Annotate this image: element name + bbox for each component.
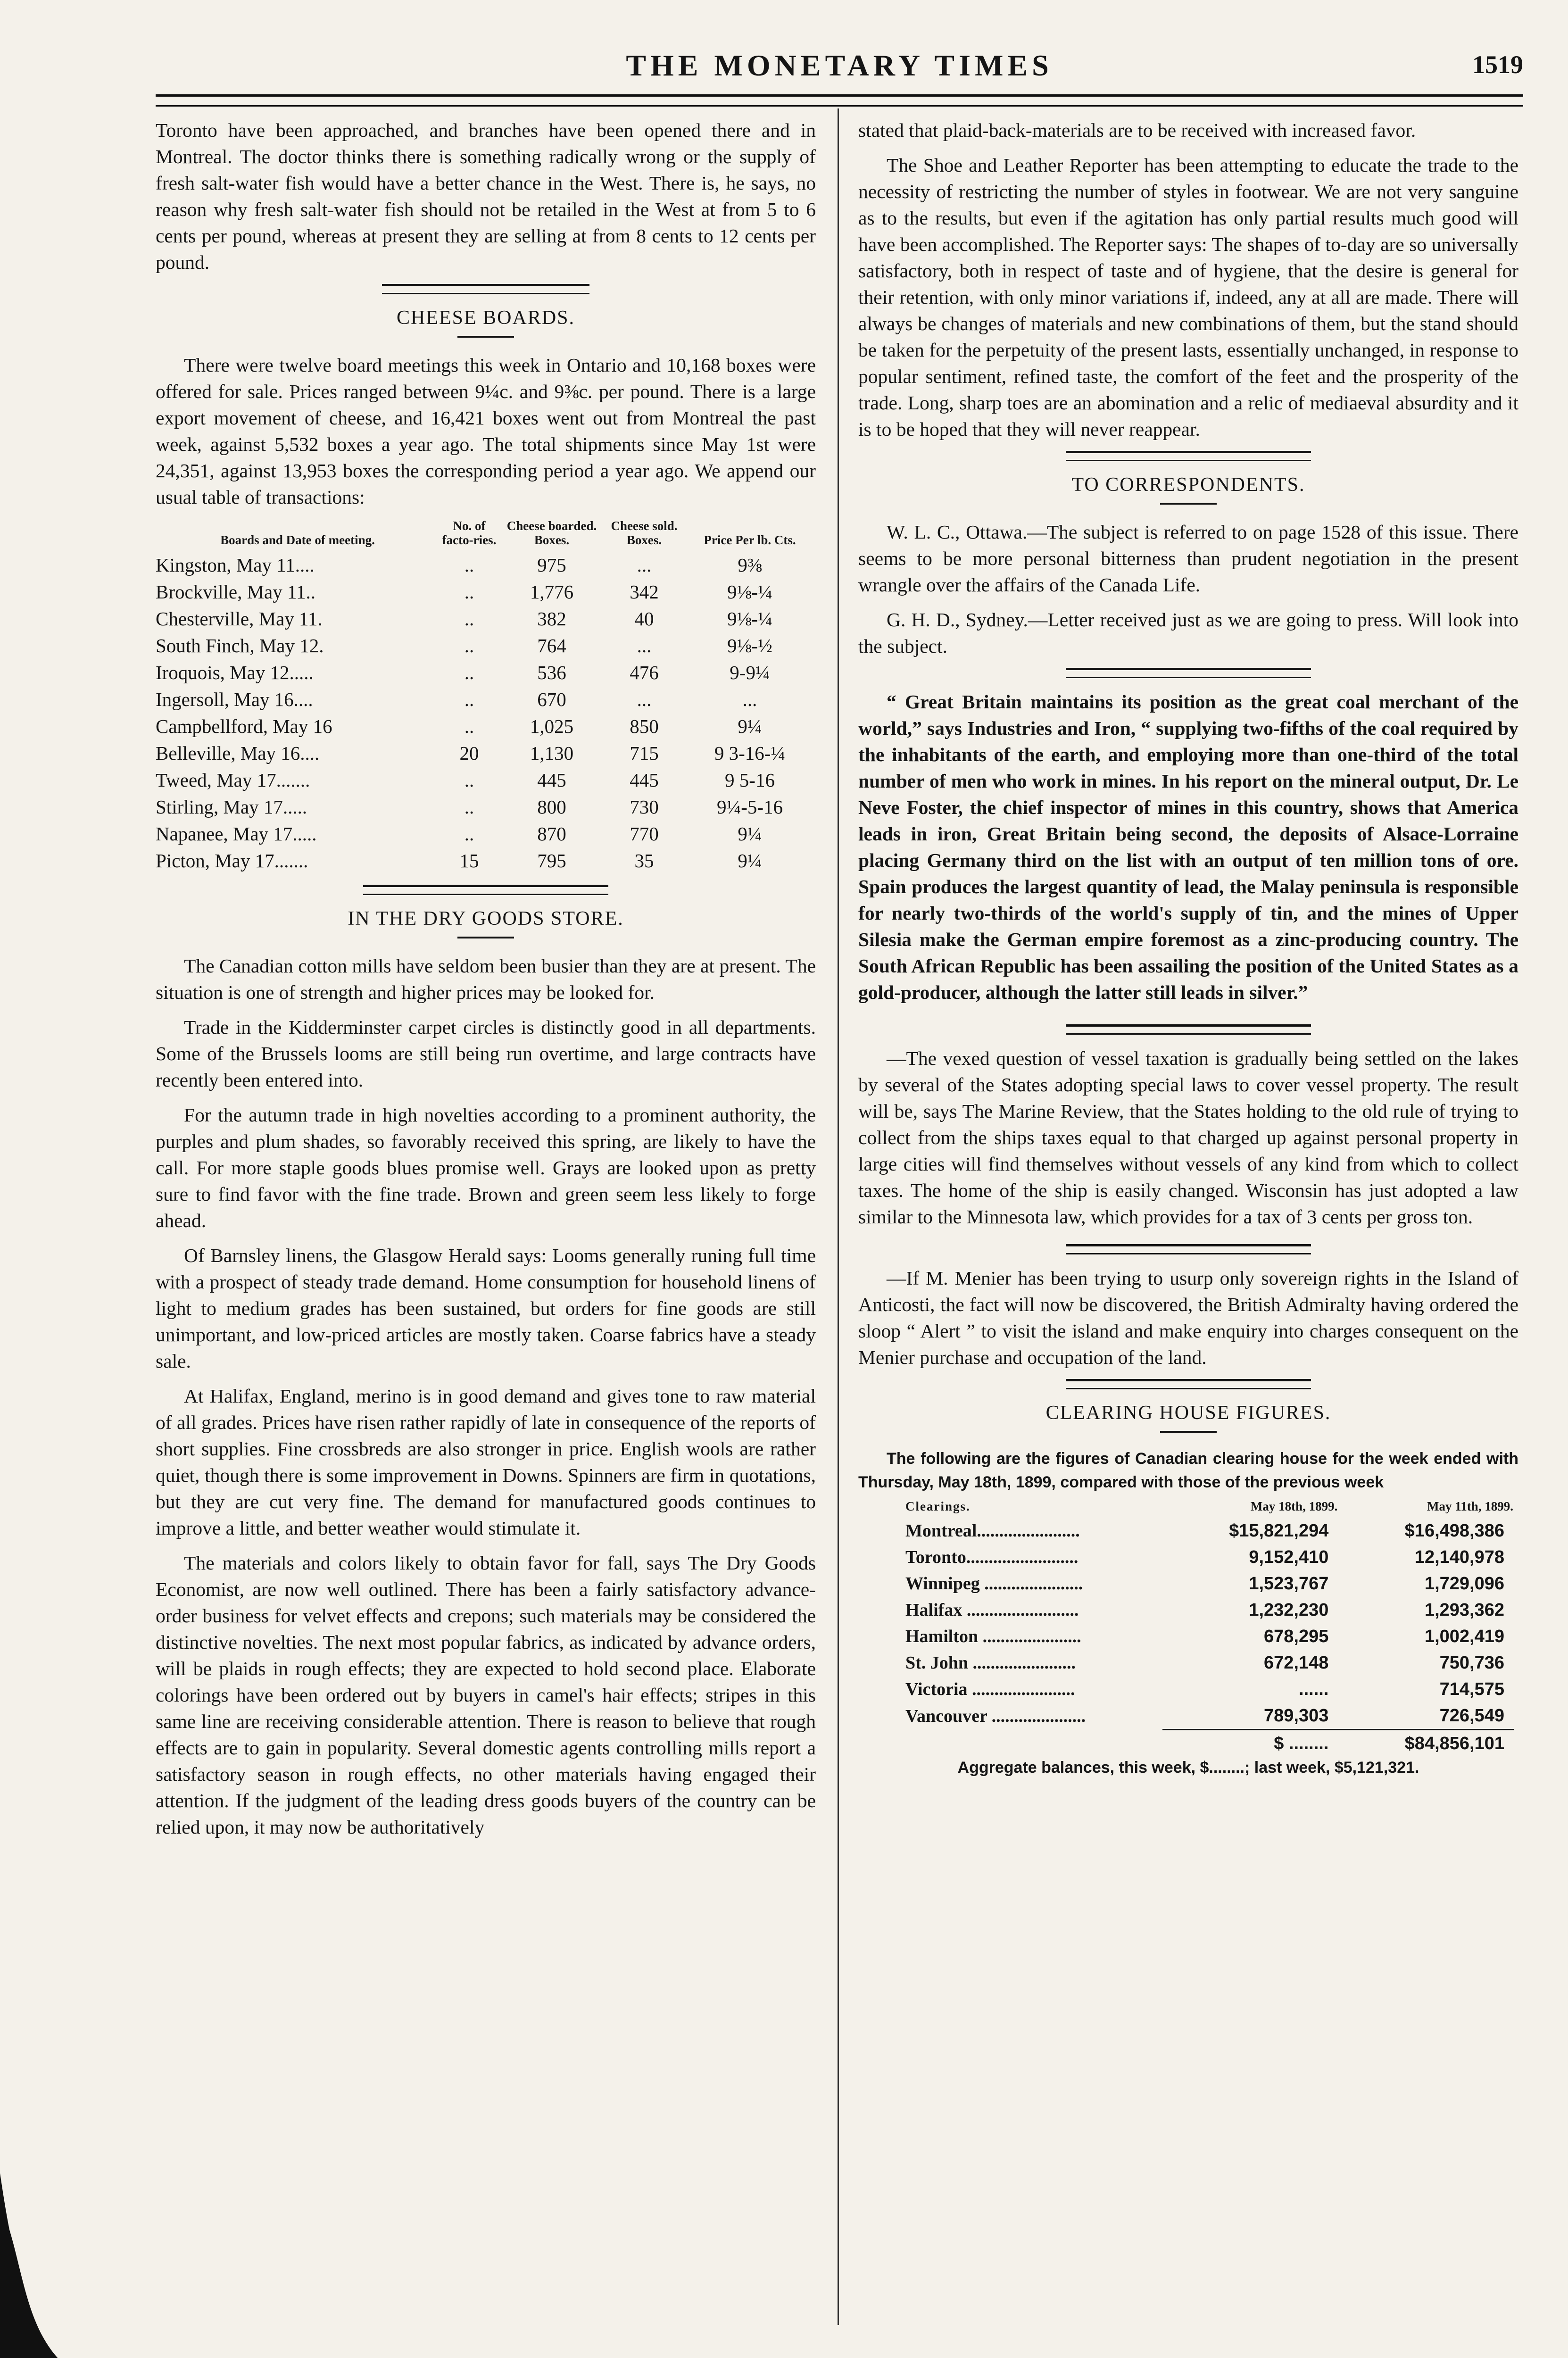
cheese-cell: 15 <box>459 850 479 872</box>
clearing-row <box>863 1676 1514 1702</box>
cheese-cell: ... <box>637 689 652 710</box>
cheese-cell: ... <box>742 689 757 710</box>
cheese-paragraph: There were twelve board meetings this week in Ontario and 10,168 boxes were offered for sale. Prices ranged between 9¼c. and 9⅜c. per pound. There is a large export movement of cheese, and 16,421 boxes went out from Montreal the past week, against 5,532 boxes a year ago. The total shipments since May 1st were 24,351, against 13,953 boxes the corresponding period a year ago. We append our usual table of transactions: <box>156 354 816 508</box>
cheese-cell: 764 <box>537 635 566 656</box>
cheese-cell: 9⅜ <box>738 554 762 576</box>
cheese-cell: 342 <box>630 581 659 603</box>
col-header: No. of facto-ries. <box>442 519 497 547</box>
cheese-cell: 770 <box>630 823 659 845</box>
clearing-value: 1,729,096 <box>1424 1574 1504 1594</box>
cheese-cell: Ingersoll, May 16.... <box>156 689 313 710</box>
page-number: 1519 <box>1472 50 1523 79</box>
clearing-value: $16,498,386 <box>1404 1521 1504 1541</box>
section-rule <box>1066 451 1311 461</box>
col-header: Clearings. <box>905 1499 971 1513</box>
dry-paragraph: Of Barnsley linens, the Glasgow Herald says: Looms generally runing full time with a prospect of steady trade demand. Home consumption for household linens of light to medium grades has been sustained, but orders for fine goods are still unimportant, and low-priced articles are mostly taken. Coarse fabrics have a steady sale. <box>156 1245 816 1372</box>
shoe-paragraph: The Shoe and Leather Reporter has been attempting to educate the trade to the necessity of restricting the number of styles in footwear. We are not very sanguine as to the results, but even if the agitation has only partial results much good will have been accomplished. The Reporter says: The shapes of to-day are so universally satisfactory, both in respect of taste and of hygiene, that the desire is general for their retention, with only minor variations if, indeed, any at all are made. There will always be changes of materials and new combinations of them, but the stand should be taken for the perpetuity of the present lasts, essentially unchanged, in response to popular sentiment, refined taste, the comfort of the feet and the prosperity of the trade. Long, sharp toes are an abomination and a relic of mediaeval absurdity and it is to be hoped that they will never reappear. <box>858 154 1518 440</box>
cheese-cell: 975 <box>537 554 566 576</box>
cheese-cell: 1,776 <box>530 581 574 603</box>
clearing-value: $15,821,294 <box>1229 1521 1329 1541</box>
total-current: $ ........ <box>1162 1730 1338 1757</box>
cheese-row <box>156 713 816 740</box>
col-header: Cheese boarded. Boxes. <box>506 519 597 547</box>
cheese-row <box>156 552 816 579</box>
correspondent-note: G. H. D., Sydney.—Letter received just as we are going to press. Will look into the subject. <box>858 609 1518 657</box>
clearing-value: 9,152,410 <box>1249 1547 1329 1567</box>
cheese-row <box>156 847 816 874</box>
cheese-cell: 382 <box>537 608 566 630</box>
clearing-row <box>863 1702 1514 1730</box>
cheese-row <box>156 632 816 659</box>
clearing-value: 12,140,978 <box>1414 1547 1504 1567</box>
cheese-cell: 850 <box>630 715 659 737</box>
cheese-cell: Iroquois, May 12..... <box>156 662 314 683</box>
heading-dash <box>457 336 514 338</box>
cheese-cell: Chesterville, May 11. <box>156 608 323 630</box>
clearing-row <box>863 1623 1514 1650</box>
clearing-value: 678,295 <box>1264 1627 1329 1646</box>
cheese-cell: 870 <box>537 823 566 845</box>
cheese-cell: 670 <box>537 689 566 710</box>
cheese-cell: 35 <box>634 850 654 872</box>
section-rule <box>1066 1244 1311 1254</box>
dry-paragraph: At Halifax, England, merino is in good demand and gives tone to raw material of all grades. Prices have risen rather rapidly of late in consequence of the reports of short supplies. Fine crossbreds are also stronger in price. English wools are rather quiet, though there is some improvement in Downs. Spinners are firm in quotations, but they are cut very fine. The demand for manufactured goods continues to improve a little, and better weather would stimulate it. <box>156 1385 816 1539</box>
cheese-cell: 9-9¼ <box>730 662 770 683</box>
clearing-row <box>863 1570 1514 1597</box>
cheese-cell: South Finch, May 12. <box>156 635 324 656</box>
binding-shadow <box>0 2173 61 2358</box>
cheese-table <box>156 519 816 874</box>
cheese-row <box>156 579 816 606</box>
cheese-cell: 1,025 <box>530 715 574 737</box>
dry-paragraph: Trade in the Kidderminster carpet circles is distinctly good in all departments. Some of the Brussels looms are still being run overtime, and large contracts have recently been entered into. <box>156 1016 816 1091</box>
city-name: Toronto......................... <box>905 1547 1079 1567</box>
cheese-cell: 9⅛-¼ <box>727 608 772 630</box>
cheese-cell: .. <box>464 581 474 603</box>
city-name: Victoria ....................... <box>905 1679 1075 1699</box>
cheese-cell: 9⅛-¼ <box>727 581 772 603</box>
menier-paragraph: —If M. Menier has been trying to usurp only sovereign rights in the Island of Anticosti, the fact will now be discovered, the British Admiralty having ordered the sloop “ Alert ” to visit the island and make enquiry into charges consequent on the Menier purchase and occupation of the land. <box>858 1267 1518 1368</box>
cheese-cell: 9¼ <box>738 715 762 737</box>
cheese-row <box>156 767 816 794</box>
cheese-cell: 476 <box>630 662 659 683</box>
clearing-value: 672,148 <box>1264 1653 1329 1673</box>
masthead-title: THE MONETARY TIMES <box>626 49 1053 82</box>
cheese-heading: CHEESE BOARDS. <box>396 307 575 329</box>
city-name: Vancouver ..................... <box>905 1706 1086 1726</box>
cheese-row <box>156 659 816 686</box>
cheese-cell: .. <box>464 769 474 791</box>
cheese-cell: 40 <box>634 608 654 630</box>
cheese-cell: 1,130 <box>530 742 574 764</box>
clearing-value: 750,736 <box>1439 1653 1504 1673</box>
column-divider <box>838 108 839 2325</box>
cheese-cell: 536 <box>537 662 566 683</box>
total-spacer <box>863 1730 1162 1757</box>
cheese-cell: Picton, May 17....... <box>156 850 308 872</box>
cheese-row <box>156 606 816 632</box>
cheese-cell: .. <box>464 823 474 845</box>
correspondent-note: W. L. C., Ottawa.—The subject is referred to on page 1528 of this issue. There seems to be more personal bitterness than prudent negotiation in the present wrangle over the affairs of the Canada Life. <box>858 521 1518 596</box>
cheese-cell: 445 <box>537 769 566 791</box>
correspondents-heading: TO CORRESPONDENTS. <box>1071 474 1305 496</box>
clearing-row <box>863 1597 1514 1623</box>
cheese-cell: 445 <box>630 769 659 791</box>
cheese-cell: 9 3-16-¼ <box>714 742 786 764</box>
clearing-row <box>863 1544 1514 1570</box>
section-rule <box>382 284 589 294</box>
cheese-row <box>156 794 816 821</box>
clearing-heading: CLEARING HOUSE FIGURES. <box>1045 1402 1331 1424</box>
cheese-cell: Napanee, May 17..... <box>156 823 317 845</box>
cheese-row <box>156 686 816 713</box>
dry-paragraph: The Canadian cotton mills have seldom been busier than they are at present. The situation is one of strength and higher prices may be looked for. <box>156 955 816 1003</box>
section-rule <box>1066 668 1311 678</box>
cheese-cell: 9¼-5-16 <box>716 796 783 818</box>
header-rule <box>156 94 1523 107</box>
cheese-cell: 715 <box>630 742 659 764</box>
cheese-cell: ... <box>637 635 652 656</box>
clearing-value: 1,293,362 <box>1424 1600 1504 1620</box>
cheese-cell: .. <box>464 635 474 656</box>
dry-goods-heading: IN THE DRY GOODS STORE. <box>348 908 624 930</box>
continued-paragraph: stated that plaid-back-materials are to be received with increased favor. <box>858 119 1416 141</box>
cheese-cell: 795 <box>537 850 566 872</box>
city-name: Montreal....................... <box>905 1521 1080 1541</box>
cheese-cell: ... <box>637 554 652 576</box>
city-name: Halifax ......................... <box>905 1600 1079 1620</box>
cheese-cell: 800 <box>537 796 566 818</box>
cheese-cell: .. <box>464 608 474 630</box>
cheese-cell: 730 <box>630 796 659 818</box>
cheese-cell: 20 <box>459 742 479 764</box>
section-rule <box>1066 1379 1311 1389</box>
clearing-row <box>863 1650 1514 1676</box>
heading-dash <box>457 937 514 938</box>
clearing-value: 789,303 <box>1264 1706 1329 1726</box>
clearing-value: ...... <box>1299 1679 1329 1699</box>
cheese-cell: .. <box>464 689 474 710</box>
page-header <box>156 45 1523 88</box>
clearing-value: 1,523,767 <box>1249 1574 1329 1594</box>
cheese-cell: .. <box>464 662 474 683</box>
cheese-cell: .. <box>464 796 474 818</box>
cheese-cell: Tweed, May 17....... <box>156 769 310 791</box>
coal-paragraph: “ Great Britain maintains its position as the great coal merchant of the world,” says Industries and Iron, “ supplying two-fifths of the coal required by the inhabitants of the earth, and employing more than one-third of the total number of men who work in mines. In his report on the mineral output, Dr. Le Neve Foster, the chief inspector of mines in this country, shows that America leads in iron, Great Britain being second, the deposits of Alsace-Lorraine placing Germany third on the list with an output of ten million tons of ore. Spain produces the largest quantity of lead, the Malay peninsula is responsible for nearly two-thirds of the world's supply of tin, and the mines of Upper Silesia make the German empire foremost as a zinc-producing country. The South African Republic has been assailing the position of the United States as a gold-producer, although the latter still leads in silver.” <box>858 691 1518 1003</box>
cheese-cell: .. <box>464 554 474 576</box>
vessel-paragraph: —The vexed question of vessel taxation is gradually being settled on the lakes by several of the States adopting special laws to cover vessel property. The result will be, says The Marine Review, that the States holding to the old rule of trying to collect from the ships taxes equal to that charged up against personal property in large cities will find themselves without vessels of any kind from which to collect taxes. The home of the ship is easily changed. Wisconsin has just adopted a law similar to the Minnesota law, which provides for a tax of 3 cents per gross ton. <box>858 1047 1518 1228</box>
col-header: Cheese sold. Boxes. <box>611 519 678 547</box>
col-header: May 18th, 1899. <box>1250 1499 1338 1513</box>
city-name: St. John ....................... <box>905 1653 1076 1673</box>
col-header: Price Per lb. Cts. <box>704 533 796 547</box>
cheese-row <box>156 740 816 767</box>
cheese-cell: Belleville, May 16.... <box>156 742 320 764</box>
clearing-value: 1,232,230 <box>1249 1600 1329 1620</box>
clearing-intro: The following are the figures of Canadian clearing house for the week ended with Thursday, May 18th, 1899, compared with those of the previous week <box>858 1450 1518 1491</box>
cheese-cell: Brockville, May 11.. <box>156 581 315 603</box>
clearing-value: 714,575 <box>1439 1679 1504 1699</box>
cheese-row <box>156 821 816 847</box>
cheese-cell: 9¼ <box>738 823 762 845</box>
clearing-value: 1,002,419 <box>1424 1627 1504 1646</box>
section-rule <box>363 885 608 895</box>
dry-paragraph: The materials and colors likely to obtain favor for fall, says The Dry Goods Economist, are now well outlined. There has been a fairly satisfactory advance-order business for velvet effects and crepons; such materials may be considered the distinctive novelties. The next most popular fabrics, as indicated by advance orders, will be plaids in rough effects; they are expected to hold second place. Elaborate colorings have been ordered out by buyers in camel's hair effects; stripes in this same line are receiving considerable attention. There is reason to believe that rough effects are to gain in popularity. Several domestic agents controlling mills report a satisfactory season in rough effects, no other materials having engaged their attention. If the judgment of the leading dress goods buyers of the country can be relied upon, it may now be authoritatively <box>156 1552 816 1838</box>
cheese-cell: Stirling, May 17..... <box>156 796 307 818</box>
city-name: Hamilton ...................... <box>905 1627 1081 1646</box>
cheese-cell: .. <box>464 715 474 737</box>
heading-dash <box>1160 1431 1217 1433</box>
fish-paragraph: Toronto have been approached, and branches have been opened there and in Montreal. The doctor thinks there is something radically wrong or the supply of fresh salt-water fish would have a better chance in the West. There is, he says, no reason why fresh salt-water fish should not be retailed in the West at from 5 to 6 cents per pound, whereas at present they are selling at from 8 cents to 12 cents per pound. <box>156 119 816 273</box>
cheese-cell: 9 5-16 <box>725 769 775 791</box>
clearing-row <box>863 1518 1514 1544</box>
aggregate-balances: Aggregate balances, this week, $........; last week, $5,121,321. <box>957 1759 1419 1777</box>
city-name: Winnipeg ...................... <box>905 1574 1083 1594</box>
cheese-cell: Campbellford, May 16 <box>156 715 332 737</box>
dry-paragraph: For the autumn trade in high novelties according to a prominent authority, the purples and plum shades, so favorably received this spring, are likely to have the call. For more staple goods blues promise well. Grays are looked upon as pretty sure to find favor with the fine trade. Brown and green seem less likely to forge ahead. <box>156 1104 816 1231</box>
clearing-table <box>863 1499 1514 1757</box>
col-header: Boards and Date of meeting. <box>220 533 375 547</box>
clearing-value: 726,549 <box>1439 1706 1504 1726</box>
right-column <box>858 117 1518 1777</box>
cheese-cell: 9⅛-½ <box>727 635 772 656</box>
cheese-cell: 9¼ <box>738 850 762 872</box>
heading-dash <box>1160 503 1217 505</box>
total-previous: $84,856,101 <box>1338 1730 1514 1757</box>
cheese-cell: Kingston, May 11.... <box>156 554 315 576</box>
col-header: May 11th, 1899. <box>1427 1499 1513 1513</box>
section-rule <box>1066 1024 1311 1035</box>
left-column <box>156 117 816 1849</box>
